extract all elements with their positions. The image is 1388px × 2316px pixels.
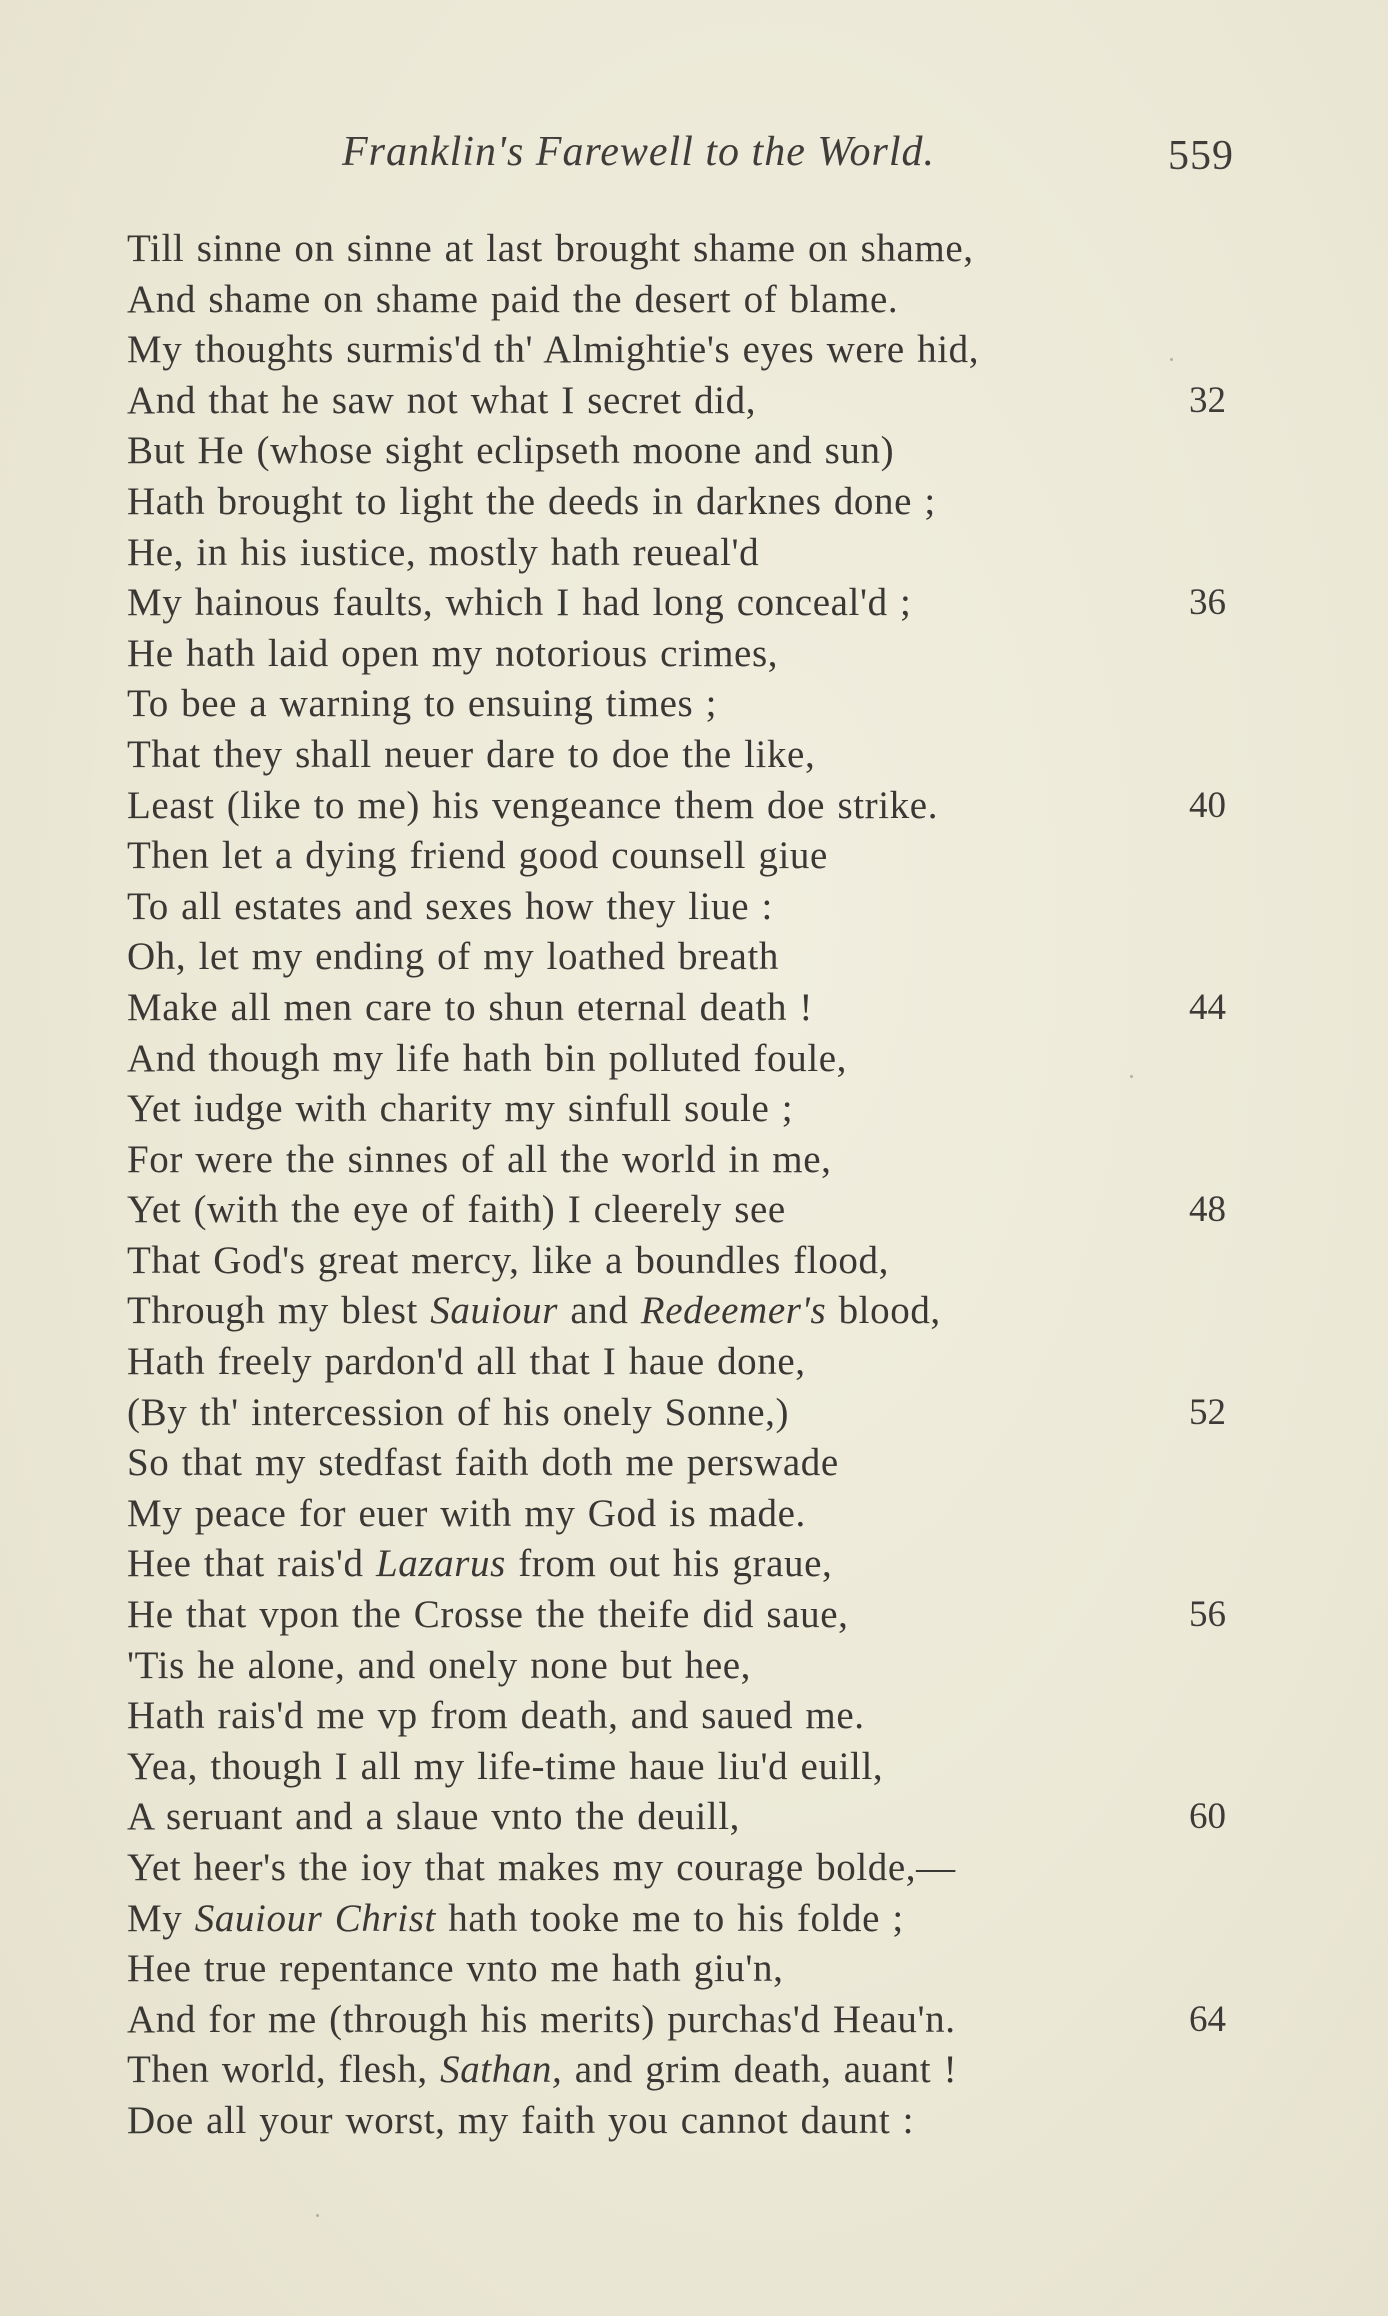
poem-line — [127, 1034, 1267, 1085]
line-number: 44 — [1189, 986, 1226, 1028]
poem-line — [127, 1944, 1267, 1995]
poem-line-text — [127, 1694, 865, 1737]
poem-line-text — [127, 1998, 956, 2041]
poem-line — [127, 831, 1267, 882]
text-segment: To all estates and sexes how they liue : — [127, 884, 773, 928]
text-segment: My thoughts surmis'd th' Almightie's eyes were hid, — [127, 328, 980, 372]
poem-line — [127, 376, 1267, 427]
poem-line — [127, 2096, 1267, 2147]
text-segment: My peace for euer with my God is made. — [127, 1491, 806, 1535]
line-number: 32 — [1189, 379, 1226, 421]
poem-line-text — [127, 328, 979, 371]
poem-line — [127, 1995, 1267, 2046]
text-segment: That they shall neuer dare to doe the like, — [127, 732, 816, 776]
line-number: 52 — [1189, 1391, 1226, 1433]
text-segment: Hath freely pardon'd all that I haue done, — [127, 1340, 806, 1384]
text-segment: Oh, let my ending of my loathed breath — [127, 935, 779, 979]
text-segment: And shame on shame paid the desert of blame. — [127, 277, 899, 321]
line-number: 64 — [1189, 1998, 1226, 2040]
poem-line — [127, 1438, 1267, 1489]
poem-line — [127, 1590, 1267, 1641]
poem-line — [127, 578, 1267, 629]
poem-line-text — [127, 1745, 883, 1788]
text-segment: and grim death, auant ! — [562, 2048, 958, 2092]
poem-line — [127, 882, 1267, 933]
italic-segment: Lazarus — [375, 1542, 506, 1586]
text-segment: Hee true repentance vnto me hath giu'n, — [127, 1947, 784, 1991]
poem-line-text — [127, 379, 756, 422]
poem-line-text — [127, 733, 815, 776]
poem-line-text — [127, 935, 779, 978]
poem-line-text — [127, 1441, 839, 1484]
text-segment: My — [127, 1896, 195, 1940]
text-segment: Hath rais'd me vp from death, and saued me. — [127, 1694, 865, 1738]
text-segment: Make all men care to shun eternal death ! — [127, 985, 813, 1029]
paper-speck — [316, 2214, 319, 2217]
text-segment: That God's great mercy, like a boundles flood, — [127, 1238, 889, 1282]
poem-line-text — [127, 1391, 789, 1434]
poem-line — [127, 325, 1267, 376]
text-segment: To bee a warning to ensuing times ; — [127, 682, 718, 726]
poem-line — [127, 1539, 1267, 1590]
poem-line-text — [127, 1188, 786, 1231]
poem-line — [127, 477, 1267, 528]
poem-line — [127, 1641, 1267, 1692]
line-number: 36 — [1189, 582, 1226, 624]
line-number: 48 — [1189, 1189, 1226, 1231]
poem-line — [127, 629, 1267, 680]
poem-line-text — [127, 1492, 806, 1535]
text-segment: Then world, flesh, — [127, 2048, 441, 2092]
poem-line-text — [127, 784, 938, 827]
poem-line-text — [127, 834, 828, 877]
poem-line — [127, 781, 1267, 832]
poem-line — [127, 983, 1267, 1034]
poem-line — [127, 1843, 1267, 1894]
poem-line-text — [127, 227, 974, 270]
poem-line-text — [127, 682, 717, 725]
poem-line — [127, 1894, 1267, 1945]
poem-line-text — [127, 1593, 848, 1636]
text-segment: For were the sinnes of all the world in me, — [127, 1137, 832, 1181]
poem-line-text — [127, 986, 813, 1029]
line-number: 60 — [1189, 1796, 1226, 1838]
text-segment: And though my life hath bin polluted foule, — [127, 1036, 848, 1080]
poem-line — [127, 1388, 1267, 1439]
line-number: 56 — [1189, 1594, 1226, 1636]
running-head — [0, 128, 1388, 188]
text-segment: (By th' intercession of his onely Sonne,) — [127, 1390, 790, 1434]
poem-line — [127, 1185, 1267, 1236]
text-segment: My hainous faults, which I had long conceal'd ; — [127, 581, 912, 625]
paper-speck — [1130, 1075, 1133, 1078]
text-segment: Yea, though I all my life-time haue liu'd euill, — [127, 1744, 884, 1788]
poem-line-text — [127, 1795, 740, 1838]
poem-line — [127, 528, 1267, 579]
text-segment: Doe all your worst, my faith you cannot daunt : — [127, 2098, 915, 2142]
text-segment: Then let a dying friend good counsell giue — [127, 834, 828, 878]
text-segment: Yet iudge with charity my sinfull soule ; — [127, 1087, 794, 1131]
text-segment: Yet heer's the ioy that makes my courage bolde,— — [127, 1846, 956, 1889]
poem-line-text — [127, 632, 778, 675]
poem-line — [127, 426, 1267, 477]
running-title: Franklin's Farewell to the World. — [342, 129, 936, 175]
text-segment: And for me (through his merits) purchas'd Heau'n. — [127, 1997, 956, 2041]
text-segment: Hath brought to light the deeds in darknes done ; — [127, 479, 936, 523]
poem-body — [127, 224, 1267, 2147]
poem-line — [127, 932, 1267, 983]
text-segment: He, in his iustice, mostly hath reueal'd — [127, 530, 760, 574]
poem-line — [127, 1236, 1267, 1287]
poem-line-text — [127, 885, 773, 928]
line-number: 40 — [1189, 784, 1226, 826]
text-segment: He hath laid open my notorious crimes, — [127, 631, 779, 675]
poem-line — [127, 730, 1267, 781]
poem-line-text — [127, 1138, 831, 1181]
text-segment: Through my blest — [127, 1289, 431, 1333]
poem-line — [127, 1135, 1267, 1186]
poem-line-text — [127, 2048, 957, 2091]
italic-segment: Sauiour — [430, 1289, 558, 1333]
poem-line — [127, 1084, 1267, 1135]
text-segment: He that vpon the Crosse the theife did saue, — [127, 1593, 849, 1637]
text-segment: But He (whose sight eclipseth moone and sun) — [127, 429, 895, 473]
poem-line-text — [127, 1542, 832, 1585]
text-segment: 'Tis he alone, and onely none but hee, — [127, 1643, 752, 1687]
page-number: 559 — [1168, 133, 1234, 179]
poem-line — [127, 224, 1267, 275]
poem-line — [127, 1742, 1267, 1793]
poem-line — [127, 1337, 1267, 1388]
poem-line-text — [127, 1037, 847, 1080]
poem-line-text — [127, 429, 894, 472]
poem-line — [127, 2045, 1267, 2096]
text-segment: Yet (with the eye of faith) I cleerely see — [127, 1188, 786, 1232]
text-segment: from out his graue, — [505, 1542, 833, 1586]
poem-line-text — [127, 581, 911, 624]
poem-line — [127, 1792, 1267, 1843]
text-segment: and — [557, 1289, 641, 1333]
poem-line-text — [127, 1239, 889, 1282]
text-segment: Hee that rais'd — [127, 1542, 376, 1586]
text-segment: And that he saw not what I secret did, — [127, 378, 757, 422]
poem-line-text — [127, 1846, 956, 1889]
poem-line — [127, 275, 1267, 326]
text-segment: A seruant and a slaue vnto the deuill, — [127, 1795, 740, 1839]
poem-line-text — [127, 1947, 783, 1990]
poem-line-text — [127, 1897, 904, 1940]
text-segment: hath tooke me to his folde ; — [435, 1896, 904, 1940]
poem-line — [127, 1489, 1267, 1540]
text-segment: Till sinne on sinne at last brought shame on shame, — [127, 227, 974, 270]
italic-segment: Sauiour Christ — [194, 1896, 436, 1940]
text-segment: blood, — [826, 1289, 941, 1333]
poem-line-text — [127, 2099, 914, 2142]
italic-segment: Sathan, — [440, 2048, 563, 2092]
poem-line-text — [127, 480, 936, 523]
poem-line-text — [127, 278, 898, 321]
poem-line-text — [127, 1289, 941, 1332]
poem-line-text — [127, 531, 759, 574]
poem-line — [127, 679, 1267, 730]
italic-segment: Redeemer's — [640, 1289, 827, 1333]
poem-line-text — [127, 1644, 751, 1687]
text-segment: So that my stedfast faith doth me perswade — [127, 1441, 839, 1485]
paper-speck — [1170, 358, 1173, 361]
poem-line — [127, 1286, 1267, 1337]
poem-line — [127, 1691, 1267, 1742]
poem-line-text — [127, 1340, 806, 1383]
text-segment: Least (like to me) his vengeance them doe strike. — [127, 783, 939, 827]
poem-line-text — [127, 1087, 793, 1130]
